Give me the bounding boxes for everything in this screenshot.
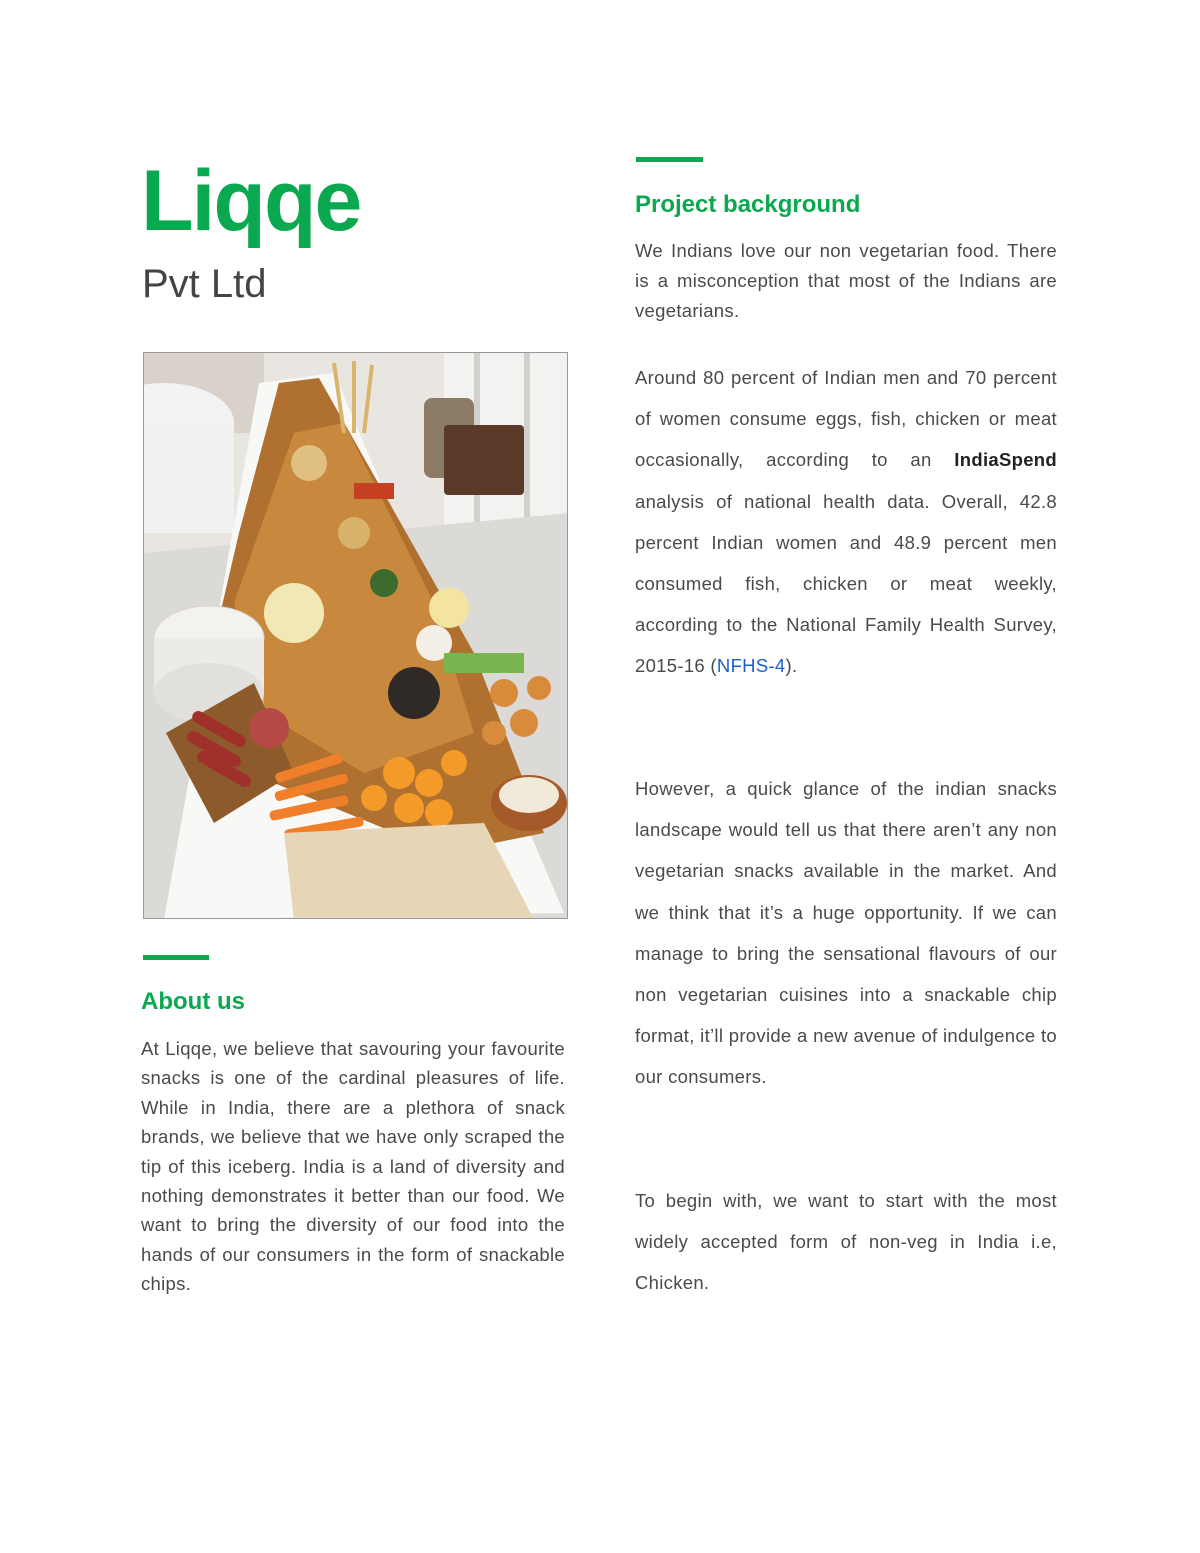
project-paragraph-4 <box>635 1180 1057 1304</box>
about-accent-bar <box>143 955 209 960</box>
project-paragraph-2 <box>635 357 1057 687</box>
brand-subtitle: Pvt Ltd <box>142 262 267 306</box>
about-paragraph: At Liqqe, we believe that savouring your favourite snacks is one of the cardinal pleasures of life. While in India, there are a plethora of snack brands, we believe that we have only scraped the tip of this iceberg. India is a land of diversity and nothing demonstrates it better than our food. We want to bring the diversity of our food into the hands of our consumers in the form of snackable chips. <box>141 1038 565 1295</box>
indiaspend-name: IndiaSpend <box>954 449 1057 471</box>
intro-paragraph: We Indians love our non vegetarian food. There is a misconception that most of the Indians are vegetarians. <box>635 240 1057 321</box>
snack-grazing-table-photo <box>144 353 568 919</box>
project-paragraph-3 <box>635 768 1057 1098</box>
statistics-paragraph <box>635 357 1057 687</box>
nfhs-link[interactable]: NFHS-4 <box>716 655 786 677</box>
project-intro <box>635 236 1057 326</box>
para2-text-a: Around 80 percent of Indian men and 70 percent of women consume eggs, fish, chicken or meat occasionally, according to an <box>635 367 1057 471</box>
chicken-paragraph: To begin with, we want to start with the most widely accepted form of non-veg in India i.e, Chicken. <box>635 1190 1057 1294</box>
about-text <box>141 1034 565 1299</box>
para2-text-b: analysis of national health data. Overall, 42.8 percent Indian women and 48.9 percent men consumed fish, chicken or meat weekly, according to the National Family Health Survey, 2015-16 ( <box>635 490 1057 677</box>
project-accent-bar <box>636 157 703 162</box>
project-heading: Project background <box>635 191 861 218</box>
para2-text-c: ). <box>785 655 798 677</box>
about-heading: About us <box>141 988 245 1015</box>
brand-title: Liqqe <box>141 153 361 249</box>
snack-table-photo <box>143 352 568 919</box>
opportunity-paragraph: However, a quick glance of the indian snacks landscape would tell us that there aren’t any non vegetarian snacks available in the market. And we think that it’s a huge opportunity. If we can manage to bring the sensational flavours of our non vegetarian cuisines into a snackable chip format, it’ll provide a new avenue of indulgence to our consumers. <box>635 778 1057 1088</box>
